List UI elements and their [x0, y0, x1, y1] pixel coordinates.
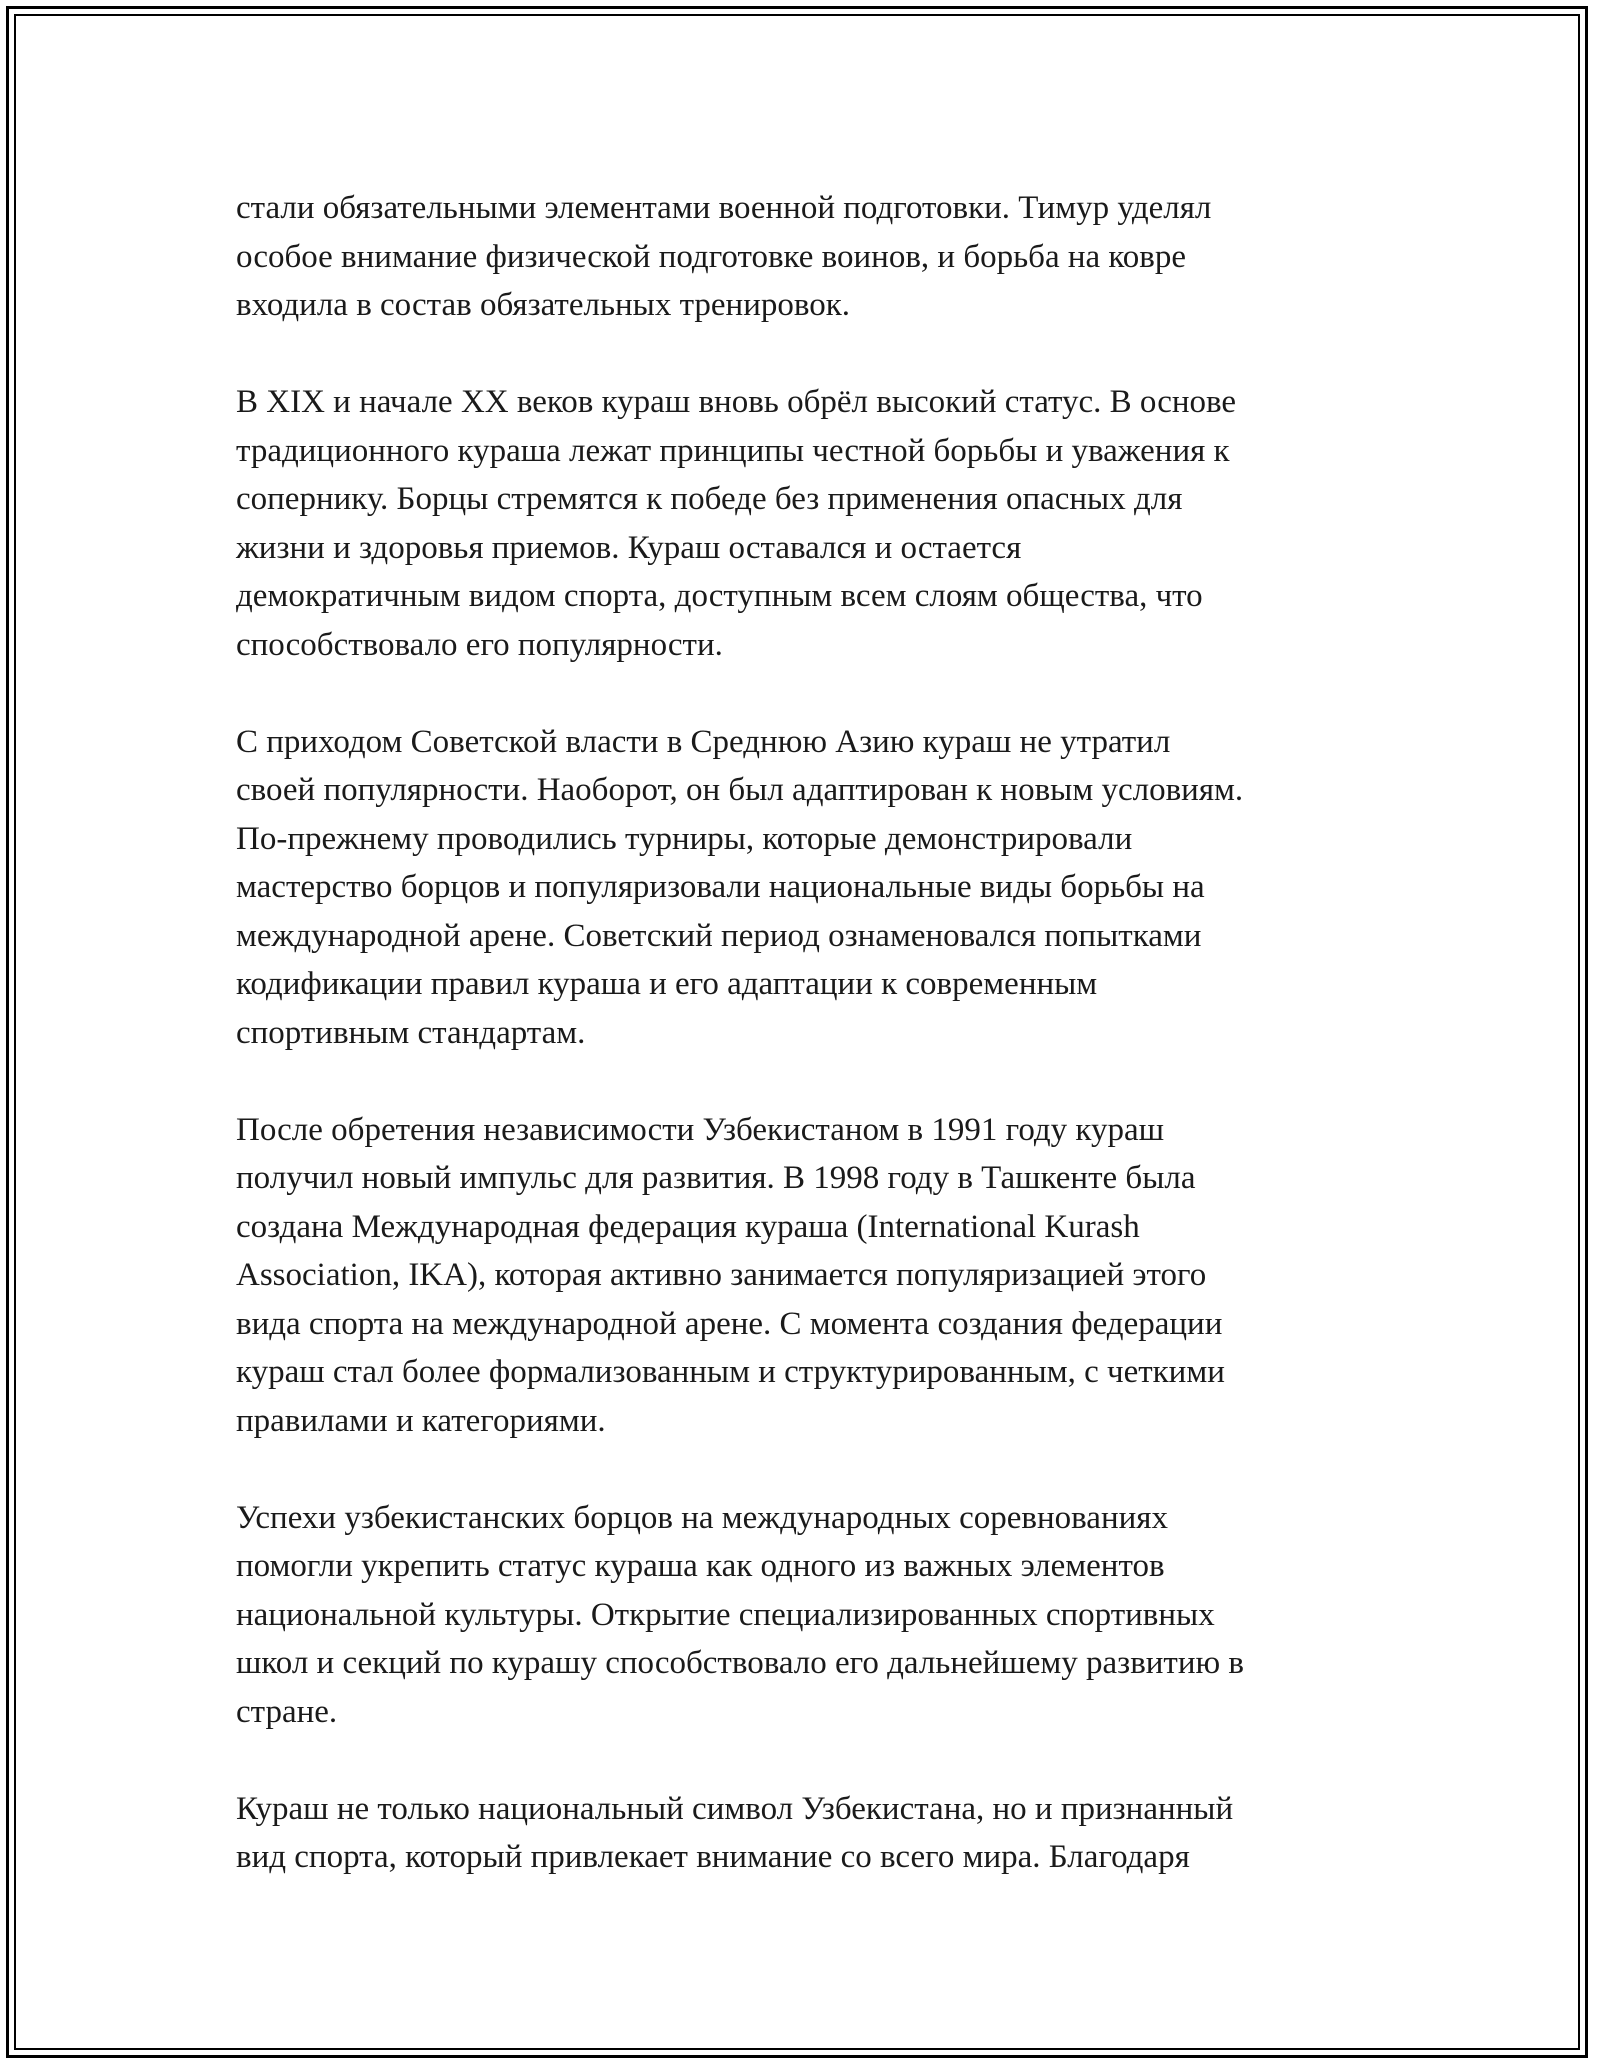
paragraph	[236, 1106, 1366, 1446]
text-line: Кураш не только национальный символ Узбекистана, но и признанный	[236, 1790, 1234, 1827]
text-line: кодификации правил кураша и его адаптации к современным	[236, 966, 1098, 1002]
text-line: международной арене. Советский период ознаменовался попытками	[236, 917, 1202, 954]
text-line: правилами и категориями.	[236, 1402, 606, 1439]
document-body	[236, 184, 1366, 1930]
text-line: национальной культуры. Открытие специализированных спортивных	[236, 1596, 1215, 1633]
paragraph	[236, 1785, 1366, 1882]
text-line: школ и секций по курашу способствовало его дальнейшему развитию в	[236, 1645, 1244, 1681]
text-line: спортивным стандартам.	[236, 1014, 586, 1051]
text-line: По-прежнему проводились турниры, которые демонстрировали	[236, 820, 1133, 857]
text-line: стали обязательными элементами военной подготовки. Тимур уделял	[236, 190, 1212, 226]
text-line: способствовало его популярности.	[236, 626, 723, 663]
paragraph	[236, 718, 1366, 1058]
text-line: Успехи узбекистанских борцов на международных соревнованиях	[236, 1499, 1168, 1536]
paragraph	[236, 378, 1366, 669]
text-line: демократичным видом спорта, доступным всем слоям общества, что	[236, 578, 1203, 614]
text-line: мастерство борцов и популяризовали национальные виды борьбы на	[236, 869, 1205, 905]
text-line: кураш стал более формализованным и структурированным, с четкими	[236, 1354, 1225, 1390]
text-line: В XIX и начале XX веков кураш вновь обрёл высокий статус. В основе	[236, 384, 1237, 420]
text-line: После обретения независимости Узбекистаном в 1991 году кураш	[236, 1111, 1165, 1148]
text-line: Association, IKA), которая активно занимается популяризацией этого	[236, 1257, 1207, 1293]
text-line: своей популярности. Наоборот, он был адаптирован к новым условиям.	[236, 772, 1244, 808]
text-line: традиционного кураша лежат принципы честной борьбы и уважения к	[236, 432, 1230, 469]
text-line: С приходом Советской власти в Среднюю Азию кураш не утратил	[236, 723, 1171, 760]
text-line: вида спорта на международной арене. С момента создания федерации	[236, 1305, 1223, 1342]
paragraph	[236, 184, 1366, 330]
paragraph	[236, 1494, 1366, 1737]
text-line: входила в состав обязательных тренировок.	[236, 287, 851, 323]
text-line: создана Международная федерация кураша (International Kurash	[236, 1208, 1140, 1245]
text-line: стране.	[236, 1693, 338, 1730]
text-line: помогли укрепить статус кураша как одного из важных элементов	[236, 1548, 1165, 1584]
text-line: жизни и здоровья приемов. Кураш оставался и остается	[236, 529, 1022, 566]
text-line: вид спорта, который привлекает внимание со всего мира. Благодаря	[236, 1839, 1190, 1875]
text-line: особое внимание физической подготовке воинов, и борьба на ковре	[236, 238, 1186, 275]
text-line: сопернику. Борцы стремятся к победе без применения опасных для	[236, 481, 1183, 517]
text-line: получил новый импульс для развития. В 1998 году в Ташкенте была	[236, 1160, 1196, 1196]
